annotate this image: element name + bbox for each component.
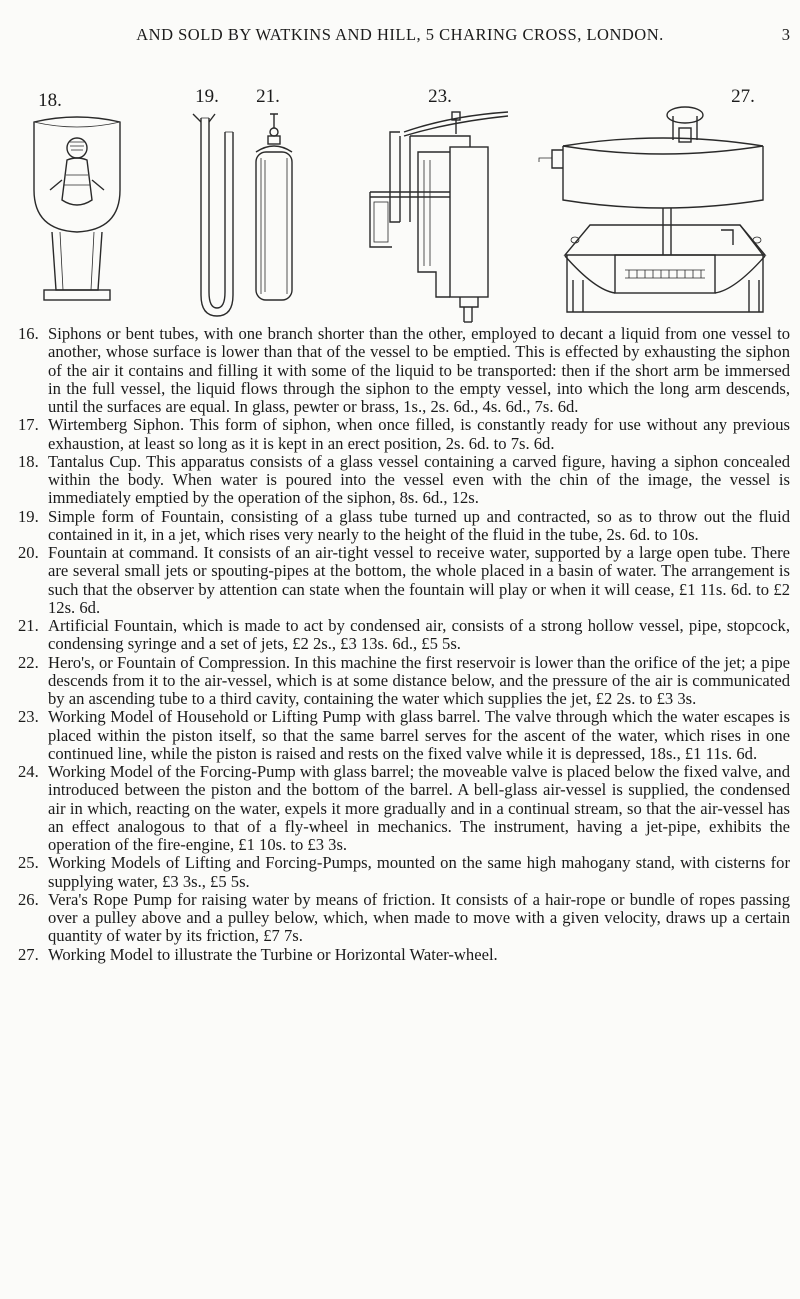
figure-18-label: 18. — [38, 90, 62, 111]
entry-number: 21. — [18, 616, 39, 635]
entry-text: Simple form of Fountain, consisting of a glass tube turned up and contracted, so as to throw out the fluid contained in it, in a jet, which rises very nearly to the height of the fluid in the tube, 2s. 6d. to 10s. — [48, 506, 790, 544]
running-header — [0, 25, 800, 49]
entry-number: 18. — [18, 451, 39, 471]
entry-number: 19. — [18, 506, 39, 526]
entry-18 — [18, 453, 790, 508]
entry-text: Working Model of Household or Lifting Pump with glass barrel. The valve through which the water escapes is placed within the piston itself, so that the same barrel serves for the ascent of the water, which rises in one continued line, while the piston is raised and rests on the fixed valve while it is depressed, 18s., £1 11s. 6d. — [48, 707, 790, 763]
entry-24 — [18, 763, 790, 854]
entry-21 — [18, 617, 790, 654]
entry-17 — [18, 416, 790, 453]
entry-text: Siphons or bent tubes, with one branch shorter than the other, employed to decant a liquid from one vessel to another, whose surface is lower than that of the vessel to be emptied. This is effected by exhausting the siphon of the air it contains and filling it with some of the liquid to be transported: then if the short arm be immersed in the full vessel, the liquid flows through the siphon to the empty vessel, into which the long arm descends, until the surfaces are equal. In glass, pewter or brass, 1s., 2s. 6d., 4s. 6d., 7s. 6d. — [48, 324, 790, 416]
entry-number: 17. — [18, 415, 39, 435]
entry-22 — [18, 654, 790, 709]
entry-text: Tantalus Cup. This apparatus consists of a glass vessel containing a carved figure, having a siphon concealed within the body. When water is poured into the vessel even with the chin of the image, the vessel is immediately emptied by the operation of the siphon, 8s. 6d., 12s. — [48, 451, 790, 508]
figure-23-lifting-pump — [340, 72, 530, 322]
figure-23-drawing — [340, 72, 530, 322]
entry-25 — [18, 854, 790, 891]
entry-text: Artificial Fountain, which is made to act by condensed air, consists of a strong hollow vessel, pipe, stopcock, condensing syringe and a set of jets, £2 2s., £3 13s. 6d., £5 5s. — [48, 616, 790, 654]
header-title: AND SOLD BY WATKINS AND HILL, 5 CHARING CROSS, LONDON. — [136, 25, 664, 44]
entry-number: 25. — [18, 853, 39, 873]
figure-21-label: 21. — [256, 86, 280, 107]
entry-number: 27. — [18, 944, 39, 964]
figure-18-drawing — [22, 80, 132, 320]
entry-number: 23. — [18, 707, 39, 727]
figure-19-drawing — [175, 80, 245, 320]
entry-27 — [18, 946, 790, 964]
entry-number: 22. — [18, 652, 39, 672]
figure-18-tantalus-cup — [22, 80, 132, 320]
entry-26 — [18, 891, 790, 946]
entry-20 — [18, 544, 790, 617]
figure-27-drawing — [545, 80, 785, 320]
figure-19-simple-fountain — [175, 80, 245, 320]
entry-number: 26. — [18, 889, 39, 909]
entry-text: Wirtemberg Siphon. This form of siphon, when once filled, is constantly ready for use without any previous exhaustion, at least so long as it is kept in an erect position, 2s. 6d. to 7s. 6d. — [48, 415, 790, 453]
entry-number: 24. — [18, 762, 39, 781]
figure-21-drawing — [242, 80, 312, 320]
figure-23-label: 23. — [428, 86, 452, 107]
page-number: 3 — [781, 25, 790, 44]
entry-text: Hero's, or Fountain of Compression. In this machine the first reservoir is lower than the orifice of the jet; a pipe descends from it to the air-vessel, which is at some distance below, and the pressure of the air is communicated by an ascending tube to a third cavity, containing the water which supplies the jet, £2 2s. to £3 3s. — [48, 652, 790, 708]
entry-text: Working Models of Lifting and Forcing-Pumps, mounted on the same high mahogany stand, with cisterns for supplying water, £3 3s., £5 5s. — [48, 853, 790, 891]
figure-27-turbine-model — [545, 80, 785, 320]
entry-text: Vera's Rope Pump for raising water by means of friction. It consists of a hair-rope or bundle of ropes passing over a pulley above and a pulley below, which, when made to move with a given velocity, draws up a certain quantity of water by its friction, £7 7s. — [48, 889, 790, 946]
entry-23 — [18, 708, 790, 763]
entry-text: Working Model to illustrate the Turbine or Horizontal Water-wheel. — [48, 944, 498, 964]
entry-16 — [18, 325, 790, 416]
entry-text: Fountain at command. It consists of an air-tight vessel to receive water, supported by a large open tube. There are several small jets or spouting-pipes at the bottom, the whole placed in a basin of water. The arrangement is such that the observer by attention can state when the fountain will play or when it will cease, £1 11s. 6d. to £2 12s. 6d. — [48, 543, 790, 617]
figure-19-label: 19. — [195, 86, 219, 107]
catalogue-entries — [18, 325, 790, 964]
entry-number: 16. — [18, 324, 39, 343]
entry-19 — [18, 508, 790, 545]
entry-text: Working Model of the Forcing-Pump with glass barrel; the moveable valve is placed below the fixed valve, and introduced between the piston and the bottom of the barrel. A bell-glass air-vessel is supplied, the condensed air in which, reacting on the water, expels it more gradually and in a continual stream, so that the air-vessel has an effect analogous to that of a fly-wheel in mechanics. The instrument, having a jet-pipe, exhibits the operation of the fire-engine, £1 10s. to £3 3s. — [48, 762, 790, 854]
figure-27-label: 27. — [731, 86, 755, 107]
figure-21-artificial-fountain — [242, 80, 312, 320]
entry-number: 20. — [18, 543, 39, 562]
